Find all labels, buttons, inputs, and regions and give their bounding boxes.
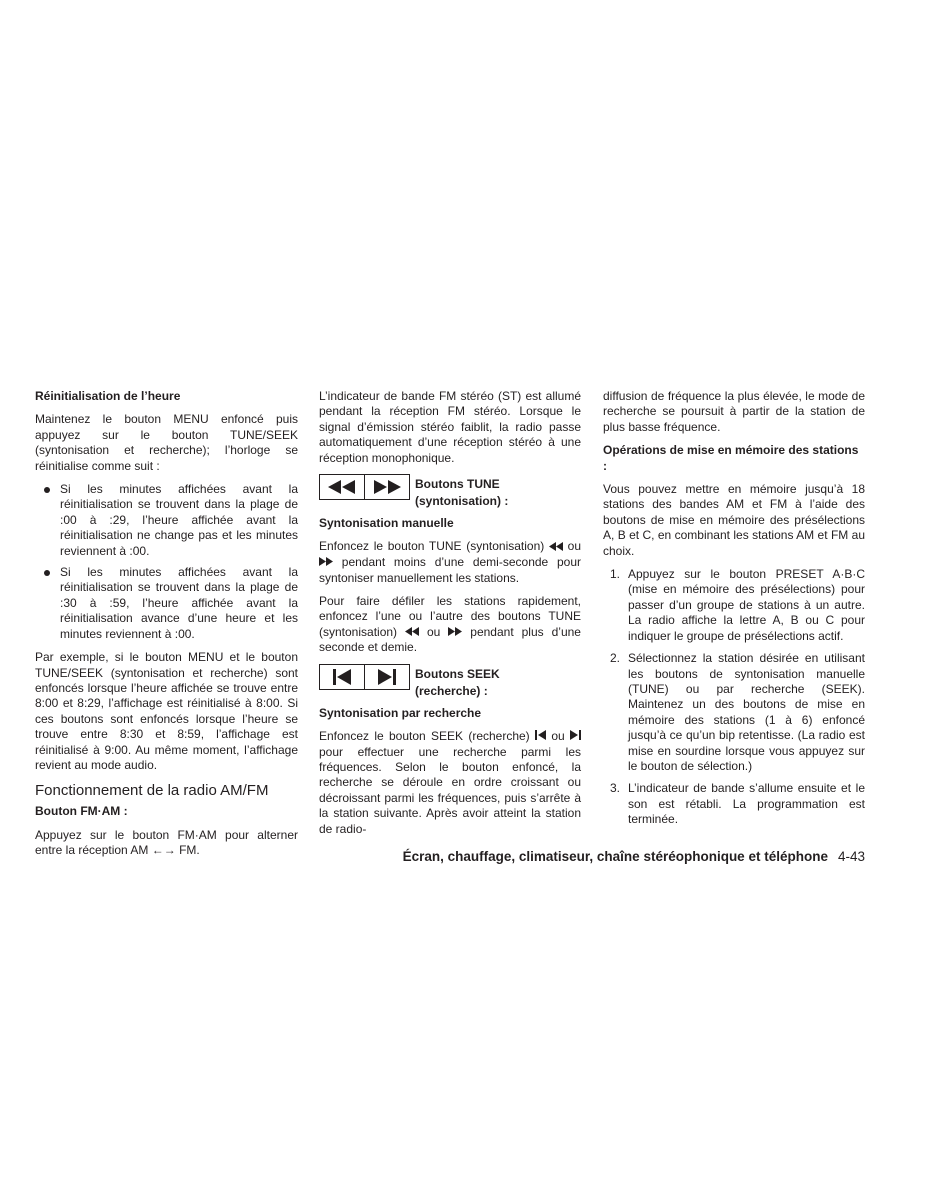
skip-back-icon [320,665,365,689]
paragraph-clock-reset: Maintenez le bouton MENU enfoncé puis appuyez sur le bouton TUNE/SEEK (syntonisation et recherche); l’horloge se réinitialise comme suit : [35,412,298,473]
column-left [35,389,298,867]
paragraph-stereo-indicator: L’indicateur de bande FM stéréo (ST) est allumé pendant la réception FM stéréo. Lorsque le signal d’émission stéréo faiblit, la radio passe automatiquement d’une réception stéréo à une réception monophonique. [319,389,581,465]
paragraph-manual-tuning: Enfoncez le bouton TUNE (syntonisation) ou pendant moins d’une demi-seconde pour syntoniser manuellement les stations. [319,539,581,585]
rewind-icon [549,540,563,555]
fast-forward-icon [448,625,462,640]
fast-forward-icon [319,555,333,570]
paragraph-fm-am: Appuyez sur le bouton FM·AM pour alterner entre la réception AM ←→ FM. [35,827,298,858]
fast-forward-icon [365,475,409,499]
list-item: Si les minutes affichées avant la réinitialisation se trouvent dans la plage de :30 à :59, l’heure affichée avant la réinitialisation avance d’une heure et les minutes reviennent à :00. [35,565,298,642]
skip-forward-icon [365,665,409,689]
double-arrow-icon: ←→ [151,843,176,858]
steps-list [603,567,865,828]
list-item: 1. Appuyez sur le bouton PRESET A·B·C (mise en mémoire des présélections) pour passer d’un groupe de stations à un autre. La radio affiche la lettre A, B ou C pour indiquer le groupe de présélections actif. [610,567,865,643]
list-item: Si les minutes affichées avant la réinitialisation se trouvent dans la plage de :00 à :29, l’heure affichée avant la réinitialisation ne change pas et les minutes reviennent à :00. [35,482,298,559]
skip-back-icon [535,729,546,744]
tune-buttons-figure [319,474,581,510]
seek-buttons-label: Boutons SEEK (recherche) : [415,666,500,698]
column-middle [319,389,581,845]
paragraph-seek-tuning: Enfoncez le bouton SEEK (recherche) ou pour effectuer une recherche parmi les fréquences. Selon le bouton enfoncé, la recherche se déroule en ordre croissant ou décroissant parmi les fréquences, puis s’arrête à la station suivante. Après avoir atteint la station de radio- [319,729,581,836]
heading-seek-tuning: Syntonisation par recherche [319,705,482,720]
tune-buttons-illustration [319,474,410,500]
paragraph-example: Par exemple, si le bouton MENU et le bouton TUNE/SEEK (syntonisation et recherche) sont enfoncés lorsque l’heure affichée se trouve entre 8:00 et 8:29, l’affichage est réinitialisé à 8:00. Si ces boutons sont enfoncés lorsque l’heure se trouve entre 8:30 et 8:59, l’affichage est réinitialisé à 9:00. Au même moment, l’affichage revient au mode audio. [35,650,298,772]
heading-clock-reset: Réinitialisation de l’heure [35,389,181,403]
heading-fm-am-button: Bouton FM·AM : [35,804,128,819]
rewind-icon [405,625,419,640]
seek-buttons-illustration [319,664,410,690]
list-item: 2. Sélectionnez la station désirée en utilisant les boutons de syntonisation manuelle (TUNE) ou par recherche (SEEK). Maintenez un des boutons de mise en mémoire des stations (1 à 6) enfoncé jusqu’à ce qu’un bip retentisse. (La radio est mise en sourdine lorsque vous appuyez sur le bouton de sélection.) [610,651,865,773]
paragraph-fast-scroll: Pour faire défiler les stations rapidement, enfoncez l’une ou l’autre des boutons TUNE (syntonisation) ou pendant plus d’une seconde et demie. [319,593,581,655]
paragraph-memory: Vous pouvez mettre en mémoire jusqu’à 18 stations des bandes AM et FM à l’aide des boutons de mise en mémoire des présélections A, B et C, en combinant les stations AM et FM au choix. [603,482,865,558]
bullet-list [35,482,298,642]
page-number: 4-43 [837,849,865,864]
seek-buttons-figure [319,664,581,700]
page-footer [403,849,865,864]
skip-forward-icon [570,729,581,744]
section-title-radio: Fonctionnement de la radio AM/FM [35,782,269,800]
column-right [603,389,865,835]
rewind-icon [320,475,365,499]
list-item: 3. L’indicateur de bande s’allume ensuite et le son est rétabli. La programmation est terminée. [610,781,865,827]
chapter-title: Écran, chauffage, climatiseur, chaîne stéréophonique et téléphone [402,849,828,864]
heading-manual-tuning: Syntonisation manuelle [319,516,454,531]
paragraph-seek-continued: diffusion de fréquence la plus élevée, le mode de recherche se poursuit à partir de la station de plus basse fréquence. [603,389,865,434]
heading-memory-operations: Opérations de mise en mémoire des stations : [603,443,859,473]
tune-buttons-label: Boutons TUNE (syntonisation) : [415,477,509,509]
